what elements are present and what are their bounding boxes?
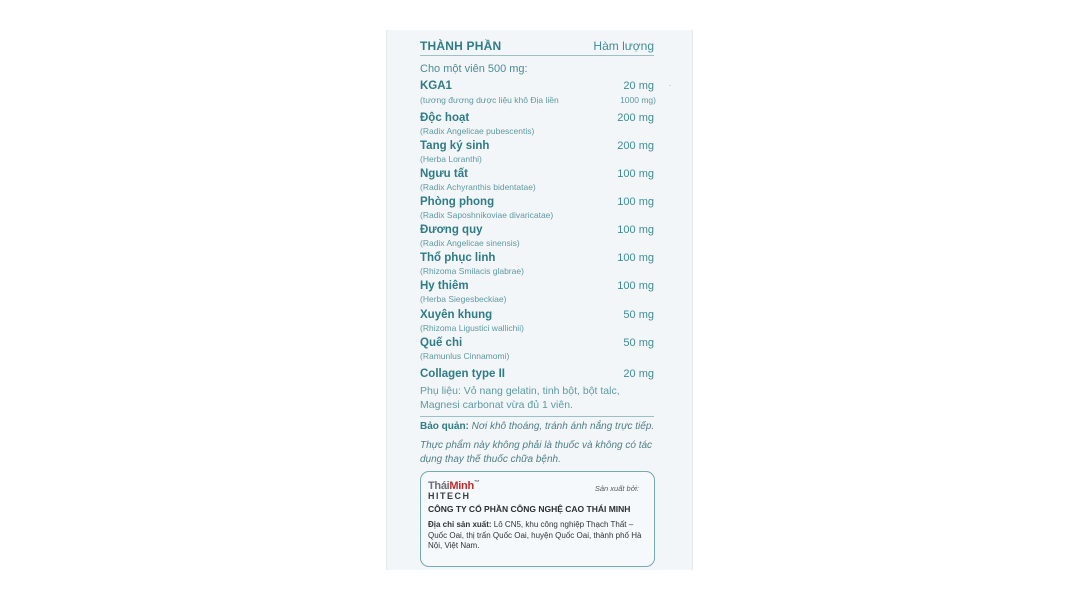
- ingredient-latin: (Radix Achyranthis bidentatae): [420, 182, 536, 192]
- product-label-panel: [386, 30, 693, 570]
- ingredient-latin: (tương đương dược liệu khô Địa liền: [420, 95, 559, 105]
- ingredient-amount: 100 mg: [617, 252, 654, 264]
- section-divider: [420, 416, 654, 417]
- ingredient-name: KGA1: [420, 80, 452, 92]
- ingredient-amount: 50 mg: [623, 337, 654, 349]
- ingredient-name: Quế chi: [420, 337, 463, 349]
- content-column-heading: Hàm lượng: [593, 39, 654, 53]
- ingredient-latin: (Herba Loranthi): [420, 154, 482, 164]
- ingredient-amount-note: 1000 mg): [620, 95, 656, 105]
- logo-text-thai: Thái: [428, 480, 450, 492]
- address-label: Địa chỉ sản xuất:: [428, 520, 492, 529]
- ingredient-name: Hy thiêm: [420, 280, 469, 292]
- ingredient-latin: (Rhizoma Ligustici wallichii): [420, 323, 524, 333]
- logo-text-hitech: HITECH: [428, 491, 471, 501]
- ingredient-latin: (Rhizoma Smilacis glabrae): [420, 266, 524, 276]
- ingredient-amount: 100 mg: [617, 196, 654, 208]
- ingredient-name: Tang ký sinh: [420, 140, 490, 152]
- ingredient-name: Thổ phục linh: [420, 252, 496, 264]
- header-divider: [420, 55, 654, 56]
- logo-text-minh: Minh: [449, 480, 474, 492]
- ingredient-name: Độc hoạt: [420, 112, 470, 124]
- ingredient-latin: (Radix Angelicae pubescentis): [420, 126, 535, 136]
- manufacturer-box: [420, 471, 655, 567]
- ingredient-amount: 200 mg: [617, 112, 654, 124]
- ingredient-amount: 200 mg: [617, 140, 654, 152]
- ingredient-latin: (Herba Siegesbeckiae): [420, 294, 507, 304]
- ingredient-name: Xuyên khung: [420, 309, 493, 321]
- logo-trademark: ™: [473, 480, 480, 486]
- ingredient-latin: (Radix Saposhnikoviae divaricatae): [420, 210, 554, 220]
- storage-instructions: [420, 421, 654, 432]
- ingredient-name: Đương quy: [420, 224, 483, 236]
- per-capsule-text: Cho một viên 500 mg:: [420, 63, 528, 75]
- ingredient-amount: 100 mg: [617, 280, 654, 292]
- ingredient-latin: (Radix Angelicae sinensis): [420, 238, 520, 248]
- ingredient-name: Collagen type II: [420, 368, 505, 380]
- ingredient-amount: 20 mg: [623, 80, 654, 92]
- thai-minh-hitech-logo: [428, 480, 480, 501]
- address-text: Lô CN5, khu công nghiệp Thạch Thất – Quốc Oai, thị trấn Quốc Oai, huyện Quốc Oai, thành phố Hà Nội, Việt Nam.: [428, 520, 642, 550]
- ingredient-amount: 50 mg: [623, 309, 654, 321]
- excipients-text: Phụ liệu: Vỏ nang gelatin, tinh bột, bột talc, Magnesi carbonat vừa đủ 1 viên.: [420, 385, 620, 411]
- ingredient-name: Ngưu tất: [420, 168, 468, 180]
- manufacturer-address: [428, 520, 650, 552]
- ingredient-amount: 20 mg: [623, 368, 654, 380]
- ingredient-name: Phòng phong: [420, 196, 495, 208]
- disclaimer-note: Thực phẩm này không phải là thuốc và không có tác dụng thay thế thuốc chữa bệnh.: [420, 440, 653, 465]
- ingredients-heading: THÀNH PHẦN: [420, 39, 502, 53]
- company-name: CÔNG TY CỔ PHẦN CÔNG NGHỆ CAO THÁI MINH: [428, 504, 631, 514]
- made-by-label: Sản xuất bởi:: [594, 484, 639, 493]
- storage-text: Nơi khô thoáng, tránh ánh nắng trực tiếp.: [471, 421, 655, 432]
- ingredient-amount: 100 mg: [617, 168, 654, 180]
- dot-mark: ˙: [669, 84, 672, 94]
- storage-label: Bảo quản:: [420, 421, 469, 432]
- ingredient-amount: 100 mg: [617, 224, 654, 236]
- ingredient-latin: (Ramunlus Cinnamomi): [420, 351, 510, 361]
